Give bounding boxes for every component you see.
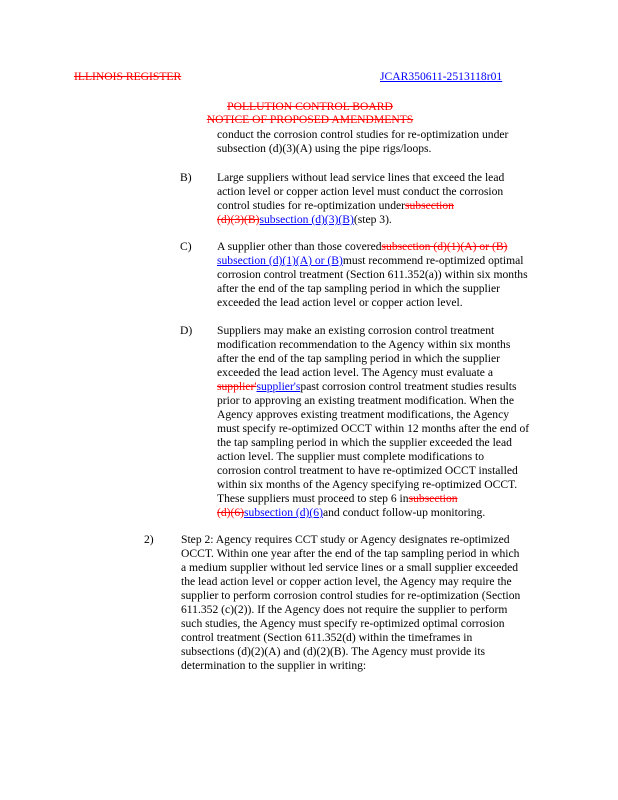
deleted-text: subsection <box>408 492 458 505</box>
text-line: after the end of the tap sampling period in which the supplier <box>217 352 500 365</box>
text-line: the tap sampling period in which the supplier exceeded the lead <box>217 436 512 449</box>
text-segment: (step 3). <box>353 213 392 226</box>
text-segment: control studies for re-optimization under <box>217 199 406 212</box>
text-line: the lead action level or copper action level, the Agency may require the <box>181 575 512 588</box>
deleted-text: subsection <box>405 199 454 212</box>
text-line: modification recommendation to the Agency within six months <box>217 338 511 351</box>
text-line: exceeded the lead action level or copper action level. <box>217 296 463 309</box>
text-line: control treatment (Section 611.352(d) within the timeframes in <box>181 631 473 644</box>
text-line: OCCT. Within one year after the end of the tap sampling period in which <box>181 547 520 560</box>
text-segment: must recommend re-optimized optimal <box>342 254 524 267</box>
text-line: prior to approving an existing treatment modification. When the <box>217 394 514 407</box>
text-line: within six months of the Agency specifying re-optimized OCCT. <box>217 478 518 491</box>
text-line: after the end of the tap sampling period in which the supplier <box>217 282 500 295</box>
text-line <box>217 380 516 394</box>
item-marker-b: B) <box>180 171 192 184</box>
notice-title: NOTICE OF PROPOSED AMENDMENTS <box>206 113 414 126</box>
deleted-text: (d)(3)(B) <box>217 213 260 226</box>
text-line: determination to the supplier in writing: <box>181 659 367 672</box>
inserted-text: supplier's <box>256 380 301 393</box>
text-line: Suppliers may make an existing corrosion control treatment <box>217 324 495 337</box>
text-segment: and conduct follow-up monitoring. <box>322 506 486 519</box>
text-line <box>217 254 524 268</box>
text-line: Step 2: Agency requires CCT study or Agency designates re-optimized <box>181 533 510 546</box>
text-line: action level or copper action level must conduct the corrosion <box>217 185 504 198</box>
text-line: subsection (d)(3)(A) using the pipe rigs/loops. <box>217 142 432 155</box>
jcar-code-main: JCAR350611-2513118 <box>380 70 487 83</box>
text-line: Agency approves existing treatment modifications, the Agency <box>217 408 510 421</box>
item-marker-d: D) <box>180 324 193 337</box>
text-line: such studies, the Agency must specify re-optimized optimal corrosion <box>181 617 505 630</box>
inserted-text: subsection (d)(6) <box>244 506 323 519</box>
text-line: conduct the corrosion control studies for re-optimization under <box>217 128 509 141</box>
board-title: POLLUTION CONTROL BOARD <box>227 100 393 113</box>
text-line: must specify re-optimized OCCT within 12 months after the end of <box>217 422 530 435</box>
text-segment: These suppliers must proceed to step 6 in <box>217 492 409 505</box>
text-segment: A supplier other than those covered <box>217 240 382 253</box>
text-line <box>217 199 454 213</box>
text-line: corrosion control treatment to have re-optimized OCCT installed <box>217 464 518 477</box>
text-line <box>217 506 485 520</box>
jcar-code <box>380 70 502 83</box>
text-line: Large suppliers without lead service lines that exceed the lead <box>217 171 505 184</box>
text-line: 611.352 (c)(2)). If the Agency does not require the supplier to perform <box>181 603 508 616</box>
text-line: supplier to perform corrosion control studies for re-optimization (Section <box>181 589 521 602</box>
text-line <box>217 492 458 506</box>
jcar-code-suffix: r01 <box>486 70 503 83</box>
text-segment: past corrosion control treatment studies results <box>300 380 517 393</box>
text-line: exceeded the lead action level. The Agency must evaluate a <box>217 366 493 379</box>
text-line <box>217 213 392 227</box>
text-line <box>217 240 507 254</box>
text-line: corrosion control treatment (Section 611.352(a)) within six months <box>217 268 528 281</box>
register-header: ILLINOIS REGISTER <box>74 70 182 83</box>
text-line: a medium supplier without led service lines or a small supplier exceeded <box>181 561 519 574</box>
text-line: action level. The supplier must complete modifications to <box>217 450 485 463</box>
deleted-text: (d)(6) <box>217 506 245 519</box>
item-marker-2: 2) <box>144 533 154 546</box>
inserted-text: subsection (d)(3)(B) <box>259 213 354 226</box>
inserted-text: subsection (d)(1)(A) or (B) <box>217 254 343 267</box>
deleted-text: supplier' <box>217 380 257 393</box>
text-line: subsections (d)(2)(A) and (d)(2)(B). The Agency must provide its <box>181 645 486 658</box>
deleted-text: subsection (d)(1)(A) or (B) <box>381 240 508 253</box>
item-marker-c: C) <box>180 240 192 253</box>
